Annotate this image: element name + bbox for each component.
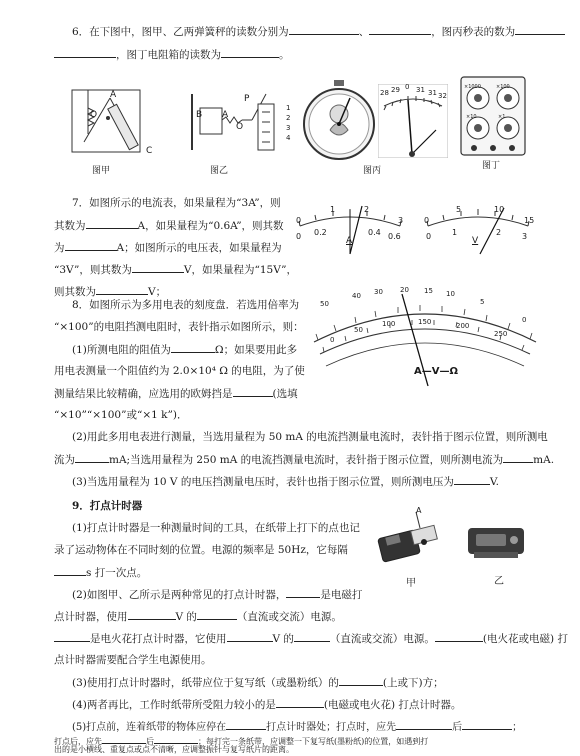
q7-line4: “3V”，则其数为 V，如果量程为“15V”， xyxy=(54,264,298,276)
ammeter-top-2: 2 xyxy=(364,205,370,214)
q9-title: 9．打点计时器 xyxy=(72,500,143,512)
stopwatch-figure xyxy=(300,80,378,162)
fig-b-label-a: A xyxy=(222,110,229,120)
spring-balance-a-figure xyxy=(64,84,153,160)
stopwatch-scale-0: 0 xyxy=(405,83,410,91)
q8-line1: 8．如图所示为多用电表的刻度盘．若选用倍率为 xyxy=(72,299,300,311)
spring-balance-b-figure xyxy=(188,86,284,156)
multimeter-label: A—V—Ω xyxy=(414,366,458,377)
fig-d-caption: 图丁 xyxy=(482,161,501,171)
ohm-scale-10: 10 xyxy=(446,290,455,298)
q9-line1: (1)打点计时器是一种测量时间的工具，在纸带上打下的点也记 xyxy=(72,522,360,534)
box-knob-1: ×1 xyxy=(498,114,506,120)
q8-line9: (3)当选用量程为 10 V 的电压挡测量电压时，表针也指于图示位置，则所测电压为 V. xyxy=(72,476,499,488)
dc-scale-100: 100 xyxy=(382,320,396,328)
fig-b-scale-2: 2 xyxy=(286,114,291,122)
q8-line8: 流为 mA;当选用量程为 250 mA 的电流挡测量电流时，表针指于图示位置，则所测电流为 mA. xyxy=(54,454,555,466)
ammeter-bottom-02: 0.2 xyxy=(314,228,327,237)
ammeter-unit: A xyxy=(346,236,353,246)
q9-line6: 是电火花打点计时器，它使用 V 的 （直流或交流）电源。 (电火花或电磁) 打 xyxy=(54,631,568,646)
voltmeter-bottom-3: 3 xyxy=(522,232,528,241)
q7-line5: 则其数为 V； xyxy=(54,286,167,298)
voltmeter-scale-figure xyxy=(420,200,538,256)
stopwatch-scale-31b: 31 xyxy=(428,89,437,97)
dc-scale-0: 0 xyxy=(330,336,335,344)
fig-b-label-b: B xyxy=(196,110,203,120)
box-knob-1000: ×1000 xyxy=(464,84,481,90)
dc-scale-200: 200 xyxy=(456,322,470,330)
fig-a-label-c: C xyxy=(146,146,153,156)
q8-line6: “×10”“×100”或“×1 k”)． xyxy=(54,409,188,421)
ohm-scale-30: 30 xyxy=(374,288,383,296)
box-knob-10: ×10 xyxy=(466,114,477,120)
ohm-scale-20: 20 xyxy=(400,286,409,294)
box-knob-100: ×100 xyxy=(496,84,510,90)
ohm-scale-50: 50 xyxy=(320,300,329,308)
q6-line1: 6．在下图中，图甲、乙两弹簧秤的读数分别为 、 ，图丙秒表的数为 xyxy=(72,24,565,39)
fig-b-scale-1: 1 xyxy=(286,104,291,112)
dc-scale-50: 50 xyxy=(354,326,363,334)
q8-line3: (1)所测电阻的阻值为 Ω；如果要用此多 xyxy=(72,344,298,356)
fig-a-label-a: A xyxy=(110,90,117,100)
q9-line4: (2)如图甲、乙所示是两种常见的打点计时器， 是电磁打 xyxy=(72,589,363,601)
fig-a-caption: 图甲 xyxy=(92,166,111,176)
voltmeter-top-0: 0 xyxy=(424,216,430,225)
fig-b-label-p: P xyxy=(244,94,250,104)
ohm-scale-15: 15 xyxy=(424,287,433,295)
ammeter-bottom-0: 0 xyxy=(296,232,302,241)
ohm-scale-5: 5 xyxy=(480,298,485,306)
fig-b-scale-4: 4 xyxy=(286,134,291,142)
ammeter-bottom-06: 0.6 xyxy=(388,232,401,241)
q9-line7: 点计时器需要配合学生电源使用。 xyxy=(54,654,212,666)
stopwatch-scale-29: 29 xyxy=(391,86,400,94)
electromagnetic-timer-figure xyxy=(372,508,440,570)
timer-label-a: A xyxy=(416,506,422,515)
voltmeter-bottom-0: 0 xyxy=(426,232,432,241)
timer-caption-yi: 乙 xyxy=(494,576,504,587)
q8-line7: (2)用此多用电表进行测量，当选用量程为 50 mA 的电流挡测量电流时，表针指于图示位置，则所测电 xyxy=(72,431,548,443)
voltmeter-bottom-1: 1 xyxy=(452,228,458,237)
ammeter-scale-figure xyxy=(292,200,410,256)
ammeter-top-1: 1 xyxy=(330,205,336,214)
fig-b-label-o: O xyxy=(236,122,244,132)
fig-c-caption: 图丙 xyxy=(363,166,382,176)
ohm-scale-0: 0 xyxy=(522,316,527,324)
dc-scale-250: 250 xyxy=(494,330,508,338)
q9-line10: (5)打点前，连着纸带的物体应停在 打点计时器处；打点时，应先 后 ； xyxy=(72,719,522,735)
ammeter-top-3: 3 xyxy=(398,216,404,225)
q6-line2: ，图丁电阻箱的读数为 。 xyxy=(54,47,290,62)
stopwatch-scale-32: 32 xyxy=(438,92,447,100)
q7-line2: 其数为 A，如果量程为“0.6A”，则其数 xyxy=(54,220,284,232)
stopwatch-scale-28: 28 xyxy=(380,89,389,97)
q9-line2: 录了运动物体在不同时刻的位置。电源的频率是 50Hz，它每隔 xyxy=(54,544,348,556)
q8-line2: “×100”的电阻挡测电阻时，表针指示如图所示，则： xyxy=(54,321,304,333)
q9-line3: s 打一次点。 xyxy=(54,565,147,580)
q8-line5: 测量结果比较精确，应选用的欧姆挡是 (选填 xyxy=(54,388,298,400)
spark-timer-figure xyxy=(466,520,526,562)
dc-scale-150: 150 xyxy=(418,318,432,326)
q9-line8: (3)使用打点计时器时，纸带应位于复写纸（或墨粉纸）的 (上或下)方； xyxy=(72,677,444,689)
ammeter-top-0: 0 xyxy=(296,216,302,225)
fig-b-scale-3: 3 xyxy=(286,124,291,132)
voltmeter-top-15: 15 xyxy=(524,216,535,225)
voltmeter-bottom-2: 2 xyxy=(496,228,502,237)
q9-line5: 点计时器，使用 V 的 （直流或交流）电源。 xyxy=(54,611,342,623)
ohm-scale-40: 40 xyxy=(352,292,361,300)
q7-line1: 7．如图所示的电流表，如果量程为“3A”，则 xyxy=(72,197,281,209)
voltmeter-top-5: 5 xyxy=(456,205,462,214)
ammeter-bottom-04: 0.4 xyxy=(368,228,381,237)
q9-line12: 出的是小横线、重复点或点不清晰，应调整振针与复写纸片的距离。 xyxy=(54,745,294,754)
fig-b-caption: 图乙 xyxy=(210,166,229,176)
q7-line3: 为 A；如图所示的电压表，如果量程为 xyxy=(54,242,282,254)
voltmeter-unit: V xyxy=(472,236,479,246)
fig-a-label-o: O xyxy=(90,110,98,120)
timer-caption-jia: 甲 xyxy=(406,578,416,589)
q8-line4: 用电表测量一个阻值约为 2.0×10⁴ Ω 的电阻，为了使 xyxy=(54,365,305,377)
q9-line9: (4)两者再比，工作时纸带所受阻力较小的是 (电磁或电火花) 打点计时器。 xyxy=(72,699,462,711)
q9-line11: 打点后，应先 后 ；每打完一条纸带，应调整一下复写纸(墨粉纸)的位置，如遇到打 xyxy=(54,737,429,746)
stopwatch-scale-31a: 31 xyxy=(416,86,425,94)
voltmeter-top-10: 10 xyxy=(494,205,505,214)
